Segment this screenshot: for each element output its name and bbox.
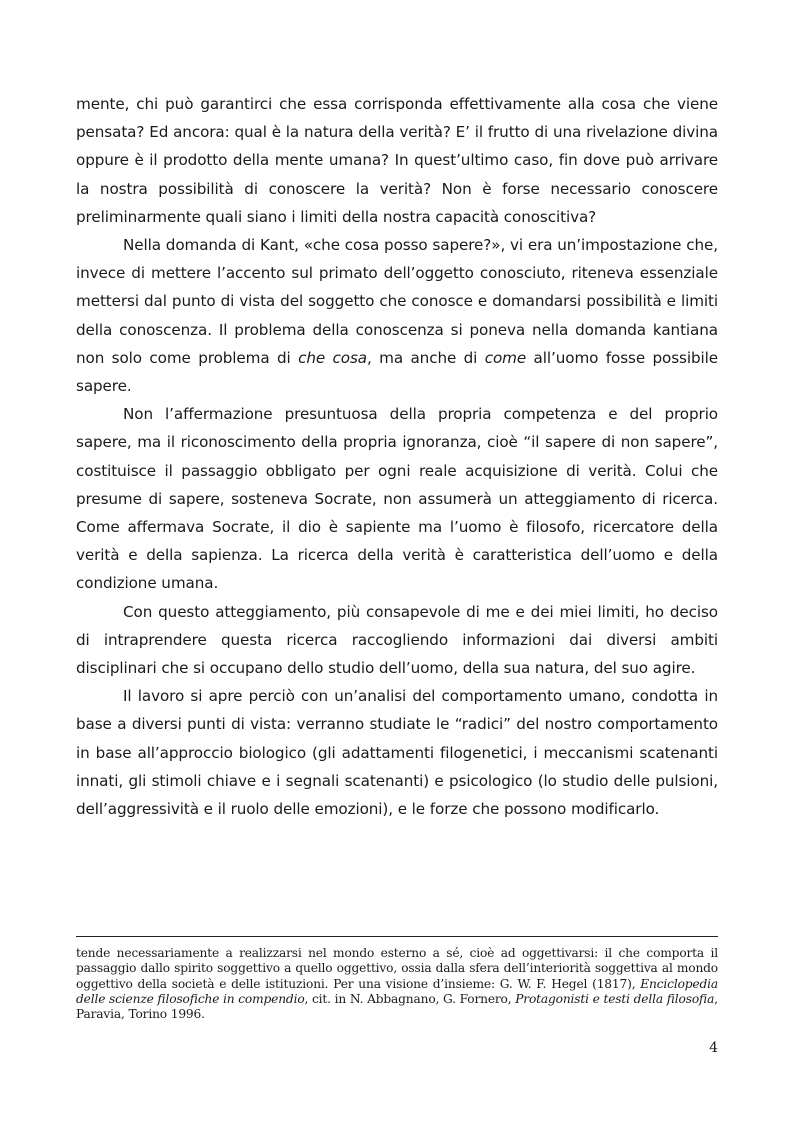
- paragraph-2: Nella domanda di Kant, «che cosa posso sapere?», vi era un’impostazione che, invece di mettere l’accento sul primato dell’oggetto conosciuto, riteneva essenziale mettersi dal punto di vista del soggetto che conosce e domandarsi possibilità e limiti della conoscenza. Il problema della conoscenza si poneva nella domanda kantiana non solo come problema di che cosa, ma anche di come all’uomo fosse possibile sapere.: [76, 236, 718, 396]
- paragraph-4: Con questo atteggiamento, più consapevole di me e dei miei limiti, ho deciso di intraprendere questa ricerca raccogliendo informazioni dai diversi ambiti disciplinari che si occupano dello studio dell’uomo, della sua natura, del suo agire.: [76, 602, 718, 678]
- emphasis-che-cosa: che cosa: [298, 348, 367, 367]
- paragraph-1: mente, chi può garantirci che essa corrisponda effettivamente alla cosa che viene pensata? Ed ancora: qual è la natura della verità? E’ il frutto di una rivelazione divina oppure è il prodotto della mente umana? In quest’ultimo caso, fin dove può arrivare la nostra possibilità di conoscere la verità? Non è forse necessario conoscere preliminarmente quali siano i limiti della nostra capacità conoscitiva?: [76, 95, 718, 226]
- footnote-separator: [76, 936, 718, 937]
- footnote-title-protagonisti: Protagonisti e testi della filosofia: [515, 991, 715, 1006]
- page-number: 4: [709, 1040, 718, 1056]
- paragraph-5: Il lavoro si apre perciò con un’analisi del comportamento umano, condotta in base a diversi punti di vista: verranno studiate le “radici” del nostro comportamento in base all’approccio biologico (gli adattamenti filogenetici, i meccanismi scatenanti innati, gli stimoli chiave e i segnali scatenanti) e psicologico (lo studio delle pulsioni, dell’aggressività e il ruolo delle emozioni), e le forze che possono modificarlo.: [76, 687, 718, 819]
- paragraph-3: Non l’affermazione presuntuosa della propria competenza e del proprio sapere, ma il riconoscimento della propria ignoranza, cioè “il sapere di non sapere”, costituisce il passaggio obbligato per ogni reale acquisizione di verità. Colui che presume di sapere, sosteneva Socrate, non assumerà un atteggiamento di ricerca. Come affermava Socrate, il dio è sapiente ma l’uomo è filosofo, ricercatore della verità e della sapienza. La ricerca della verità è caratteristica dell’uomo e della condizione umana.: [76, 405, 718, 593]
- footnote-title-enciclopedia: Enciclopedia delle scienze filosofiche in compendio: [76, 976, 718, 1006]
- emphasis-come: come: [484, 348, 527, 367]
- footnote: tende necessariamente a realizzarsi nel mondo esterno a sé, cioè ad oggettivarsi: il che comporta il passaggio dallo spirito soggettivo a quello oggettivo, ossia dalla sfera dell’interiorità soggettiva al mondo oggettivo della società e delle istituzioni. Per una visione d’insieme: G. W. F. Hegel (1817), Enciclopedia delle scienze filosofiche in compendio, cit. in N. Abbagnano, G. Fornero, Protagonisti e testi della filosofia, Paravia, Torino 1996.: [76, 946, 718, 1022]
- body-text: [76, 90, 718, 823]
